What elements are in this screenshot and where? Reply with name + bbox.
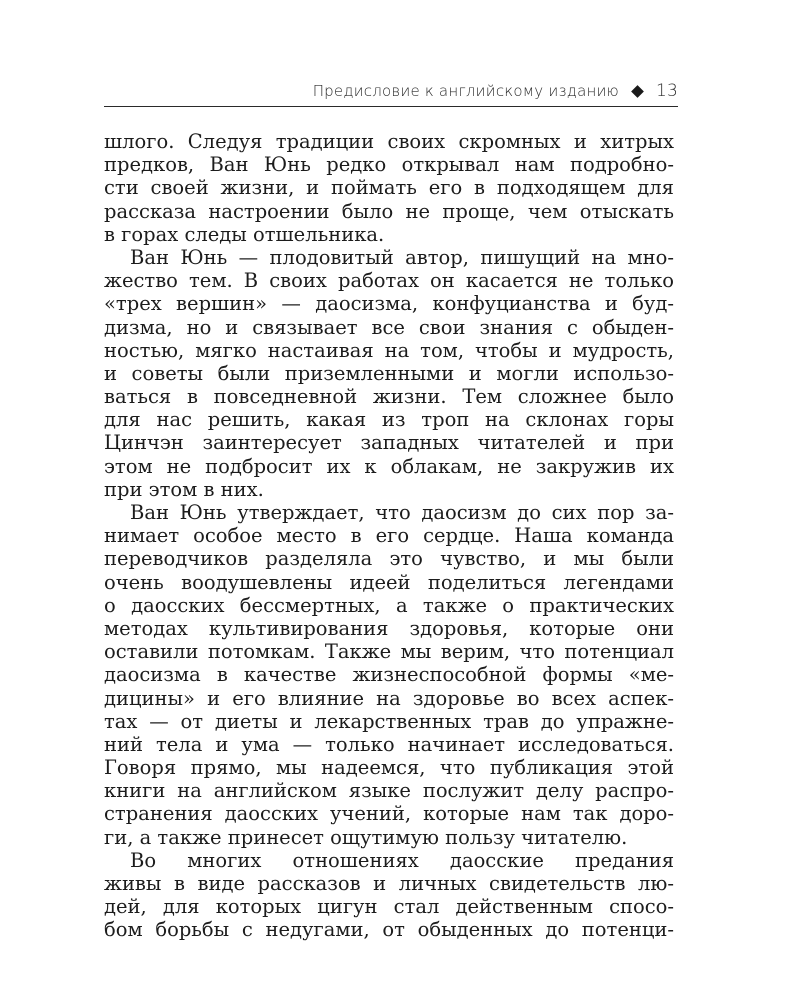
text-line: тах — от диеты и лекарственных трав до упражне- xyxy=(104,709,674,733)
text-line: дицины» и его влияние на здоровье во всех аспек- xyxy=(104,686,674,710)
text-line: для нас решить, какая из троп на склонах горы xyxy=(104,408,674,432)
text-line: ний тела и ума — только начинает исследоваться. xyxy=(104,732,674,756)
text-line: дизма, но и связывает все свои знания с обыден- xyxy=(104,315,674,339)
text-line: Во многих отношениях даосские предания xyxy=(130,848,674,872)
header-rule xyxy=(104,106,678,107)
text-line: ваться в повседневной жизни. Тем сложнее было xyxy=(104,385,674,409)
text-line: книги на английском языке послужит делу распро- xyxy=(104,779,674,803)
text-line: в горах следы отшельника. xyxy=(104,222,385,246)
text-line: очень воодушевлены идеей поделиться легендами xyxy=(104,570,674,594)
text-line: шлого. Следуя традиции своих скромных и хитрых xyxy=(104,130,674,153)
text-line: Ван Юнь — плодовитый автор, пишущий на мно- xyxy=(130,245,674,269)
text-line: Цинчэн заинтересует западных читателей и при xyxy=(104,431,674,455)
text-line: этом не подбросит их к облакам, не закружив их xyxy=(104,454,674,478)
diamond-ornament-icon xyxy=(631,85,644,98)
text-line: переводчиков разделяла это чувство, и мы были xyxy=(104,547,674,571)
text-line: Говоря прямо, мы надеемся, что публикация этой xyxy=(104,756,674,780)
text-line: предков, Ван Юнь редко открывал нам подробно- xyxy=(104,153,674,177)
text-line: Ван Юнь утверждает, что даосизм до сих пор за- xyxy=(130,501,674,524)
text-line: методах культивирования здоровья, которые они xyxy=(104,616,674,640)
text-line: нимает особое место в его сердце. Наша команда xyxy=(104,524,674,548)
running-title: Предисловие к английскому изданию xyxy=(312,82,619,100)
body-text xyxy=(104,130,674,942)
text-line: жество тем. В своих работах он касается не только xyxy=(104,269,674,293)
text-line: ностью, мягко настаивая на том, чтобы и мудрость, xyxy=(104,338,674,362)
text-line: и советы были приземленными и могли использо- xyxy=(104,361,674,385)
text-line: ги, а также принесет ощутимую пользу читателю. xyxy=(104,825,628,849)
text-line: «трех вершин» — даосизма, конфуцианства и буд- xyxy=(104,292,674,316)
page-number: 13 xyxy=(655,81,678,101)
text-line: бом борьбы с недугами, от обыденных до потенци- xyxy=(104,918,674,942)
text-line: даосизма в качестве жизнеспособной формы «ме- xyxy=(104,663,674,687)
text-line: при этом в них. xyxy=(104,477,264,501)
text-line: странения даосских учений, которые нам так доро- xyxy=(104,802,674,826)
text-line: сти своей жизни, и поймать его в подходящем для xyxy=(104,176,674,200)
running-head xyxy=(104,78,678,104)
text-line: о даосских бессмертных, а также о практических xyxy=(104,593,674,617)
text-line: дей, для которых цигун стал действенным спосо- xyxy=(104,895,674,919)
text-line: рассказа настроении было не проще, чем отыскать xyxy=(104,199,674,223)
text-line: живы в виде рассказов и личных свидетельств лю- xyxy=(104,872,674,895)
text-line: оставили потомкам. Также мы верим, что потенциал xyxy=(104,640,674,664)
